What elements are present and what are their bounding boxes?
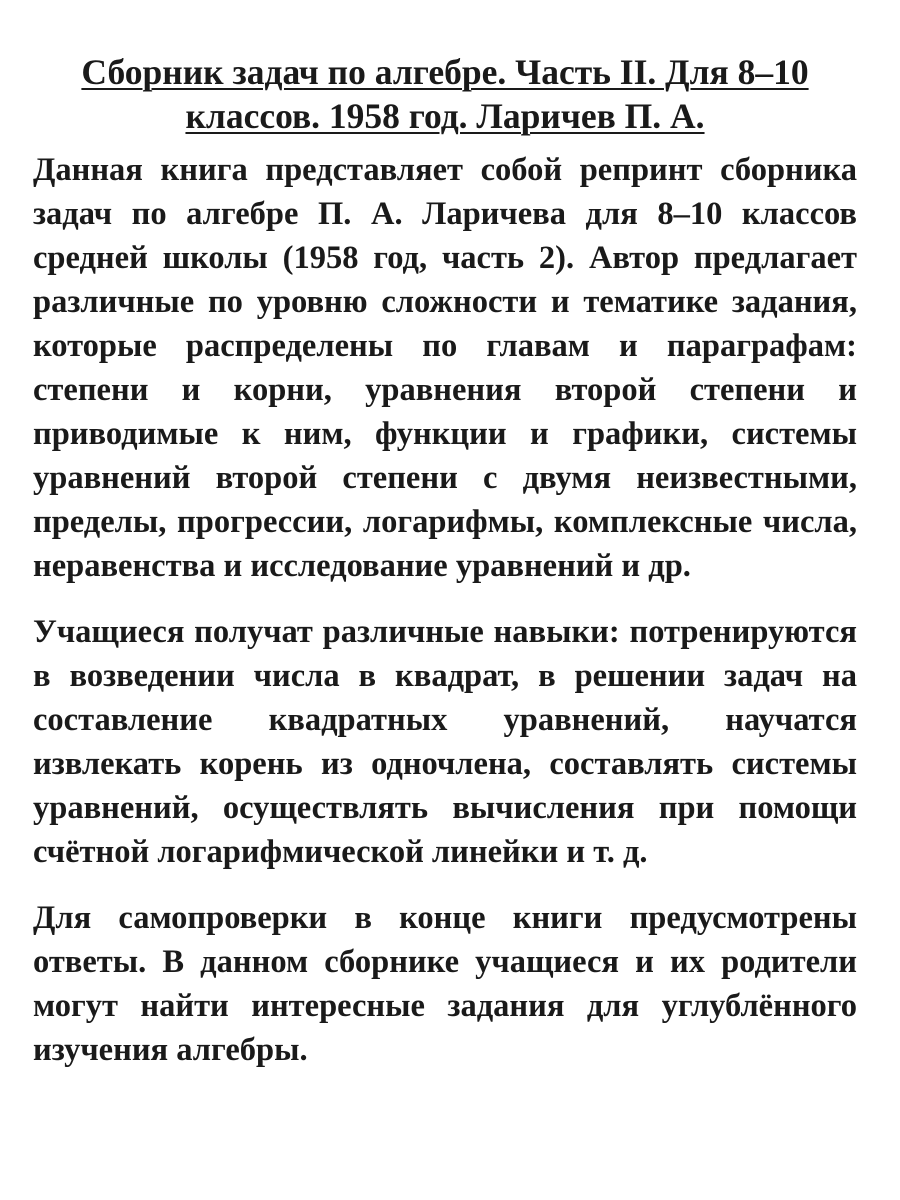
book-title: Сборник задач по алгебре. Часть II. Для 8–10 классов. 1958 год. Ларичев П. А. bbox=[81, 52, 809, 136]
description-paragraph-1: Данная книга представляет собой репринт сборника задач по алгебре П. А. Ларичева для 8–10 классов средней школы (1958 год, часть 2). Автор предлагает различные по уровню сложности и тематике задания, которые распределены по главам и параграфам: степени и корни, уравнения второй степени и приводимые к ним, функции и графики, системы уравнений второй степени с двумя неизвестными, пределы, прогрессии, логарифмы, комплексные числа, неравенства и исследование уравнений и др. bbox=[33, 152, 857, 584]
description-paragraph-3: Для самопроверки в конце книги предусмотрены ответы. В данном сборнике учащиеся и их родители могут найти интересные задания для углублённого изучения алгебры. bbox=[33, 900, 857, 1068]
description-paragraph-2: Учащиеся получат различные навыки: потренируются в возведении числа в квадрат, в решении задач на составление квадратных уравнений, научатся извлекать корень из одночлена, составлять системы уравнений, осуществлять вычисления при помощи счётной логарифмической линейки и т. д. bbox=[33, 614, 857, 870]
document-page bbox=[33, 50, 857, 1094]
